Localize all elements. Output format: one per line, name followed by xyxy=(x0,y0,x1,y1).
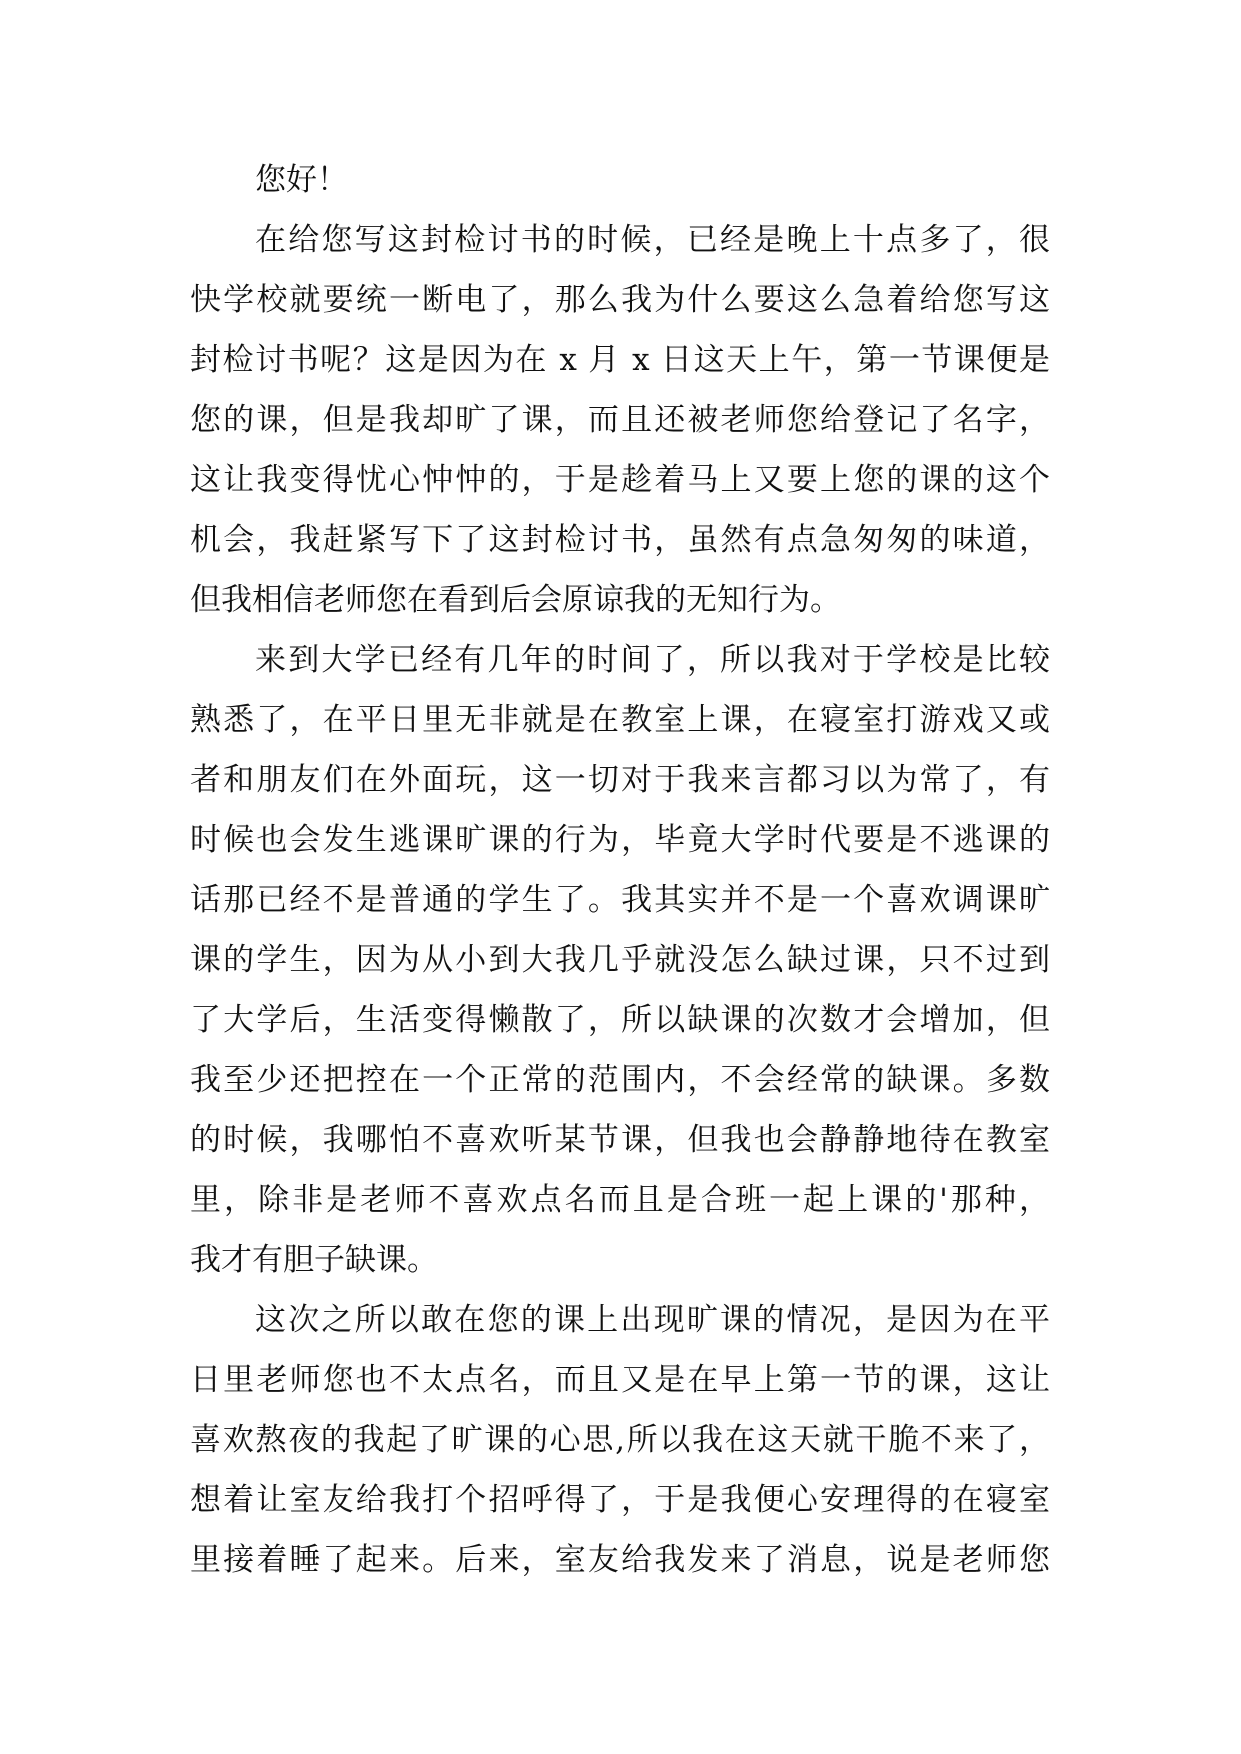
paragraph-2-line-9: 的时候，我哪怕不喜欢听某节课，但我也会静静地待在教室 xyxy=(190,1122,1050,1158)
paragraph-3-line-1: 这次之所以敢在您的课上出现旷课的情况，是因为在平 xyxy=(255,1302,1050,1338)
paragraph-2-line-2: 熟悉了，在平日里无非就是在教室上课，在寝室打游戏又或 xyxy=(190,702,1050,738)
paragraph-3-line-4: 想着让室友给我打个招呼得了，于是我便心安理得的在寝室 xyxy=(190,1482,1050,1518)
paragraph-2-line-3: 者和朋友们在外面玩，这一切对于我来言都习以为常了，有 xyxy=(190,762,1050,798)
paragraph-3-line-2: 日里老师您也不太点名，而且又是在早上第一节的课，这让 xyxy=(190,1362,1050,1398)
paragraph-3-line-3: 喜欢熬夜的我起了旷课的心思,所以我在这天就干脆不来了， xyxy=(190,1422,1050,1458)
paragraph-1-line-5: 这让我变得忧心忡忡的，于是趁着马上又要上您的课的这个 xyxy=(190,462,1050,498)
paragraph-2-line-1: 来到大学已经有几年的时间了，所以我对于学校是比较 xyxy=(255,642,1050,678)
greeting-line: 您好！ xyxy=(255,162,348,198)
paragraph-2-line-5: 话那已经不是普通的学生了。我其实并不是一个喜欢调课旷 xyxy=(190,882,1050,918)
paragraph-1-line-2: 快学校就要统一断电了，那么我为什么要这么急着给您写这 xyxy=(190,282,1050,318)
paragraph-2-line-8: 我至少还把控在一个正常的范围内，不会经常的缺课。多数 xyxy=(190,1062,1050,1098)
paragraph-2-line-7: 了大学后，生活变得懒散了，所以缺课的次数才会增加，但 xyxy=(190,1002,1050,1038)
paragraph-1-line-7: 但我相信老师您在看到后会原谅我的无知行为。 xyxy=(190,582,841,618)
letter-body xyxy=(190,150,1050,1590)
paragraph-2-line-10: 里，除非是老师不喜欢点名而且是合班一起上课的'那种， xyxy=(190,1182,1050,1218)
paragraph-2-line-4: 时候也会发生逃课旷课的行为，毕竟大学时代要是不逃课的 xyxy=(190,822,1050,858)
paragraph-1-line-3: 封检讨书呢？这是因为在 x 月 x 日这天上午，第一节课便是 xyxy=(190,342,1050,378)
paragraph-1-line-1: 在给您写这封检讨书的时候，已经是晚上十点多了，很 xyxy=(255,222,1050,258)
paragraph-1-line-6: 机会，我赶紧写下了这封检讨书，虽然有点急匆匆的味道， xyxy=(190,522,1050,558)
paragraph-3-line-5: 里接着睡了起来。后来，室友给我发来了消息，说是老师您 xyxy=(190,1542,1050,1578)
paragraph-1-line-4: 您的课，但是我却旷了课，而且还被老师您给登记了名字， xyxy=(190,402,1050,438)
paragraph-2-line-6: 课的学生，因为从小到大我几乎就没怎么缺过课，只不过到 xyxy=(190,942,1050,978)
paragraph-2-line-11: 我才有胆子缺课。 xyxy=(190,1242,438,1278)
